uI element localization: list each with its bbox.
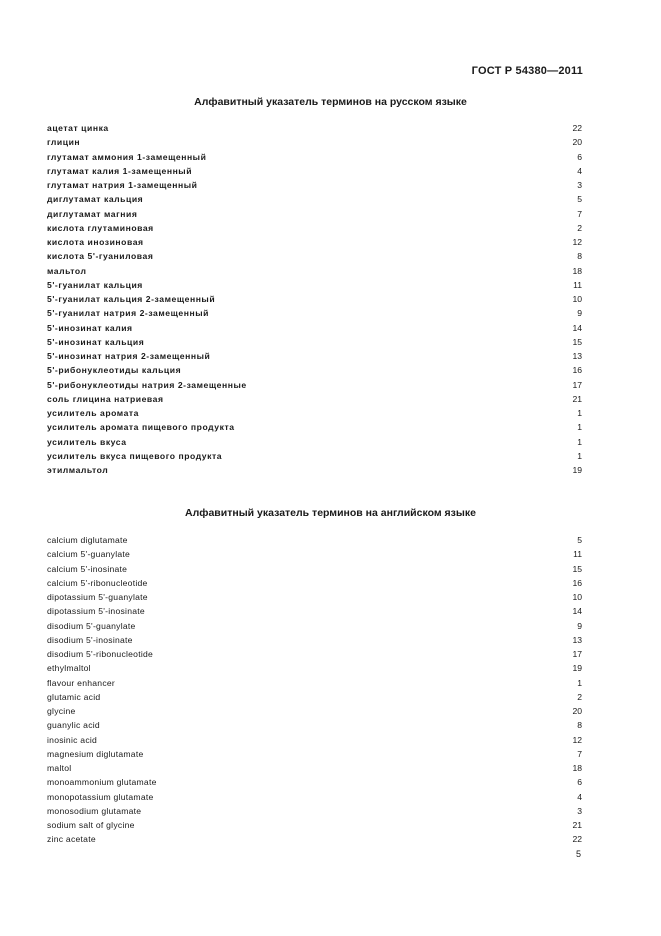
index-entry bbox=[47, 306, 582, 320]
index-page-ref: 17 bbox=[572, 649, 582, 659]
index-entry bbox=[47, 562, 582, 576]
index-page-ref: 7 bbox=[577, 748, 582, 759]
index-page-ref: 10 bbox=[572, 294, 582, 304]
index-page-ref: 4 bbox=[577, 165, 582, 176]
index-term: усилитель аромата пищевого продукта bbox=[47, 422, 235, 433]
index-term: guanylic acid bbox=[47, 720, 100, 731]
index-term: 5'-инозинат кальция bbox=[47, 336, 145, 347]
index-term: magnesium diglutamate bbox=[47, 748, 144, 759]
index-entry bbox=[47, 235, 582, 249]
index-entry bbox=[47, 378, 582, 392]
index-page-ref: 8 bbox=[577, 251, 582, 262]
index-term: 5'-инозинат натрия 2-замещенный bbox=[47, 351, 211, 361]
index-entry bbox=[47, 392, 582, 406]
index-term: кислота глутаминовая bbox=[47, 222, 154, 233]
index-page-ref: 2 bbox=[577, 691, 582, 702]
index-entry bbox=[47, 747, 582, 761]
index-entry bbox=[47, 690, 582, 704]
index-entry bbox=[47, 590, 582, 604]
index-page-ref: 1 bbox=[577, 450, 582, 461]
index-term: усилитель аромата bbox=[47, 408, 140, 418]
index-page-ref: 18 bbox=[572, 265, 582, 276]
index-term: calcium diglutamate bbox=[47, 535, 128, 545]
index-entry bbox=[47, 321, 582, 335]
index-entry bbox=[47, 164, 582, 178]
index-page-ref: 21 bbox=[572, 820, 582, 830]
index-page-ref: 1 bbox=[577, 677, 582, 688]
index-entry bbox=[47, 335, 582, 349]
index-page-ref: 13 bbox=[572, 351, 582, 361]
index-term: 5'-гуанилат кальция 2-замещенный bbox=[47, 294, 216, 304]
index-term: соль глицина натриевая bbox=[47, 393, 164, 404]
index-entry bbox=[47, 178, 582, 192]
index-page-ref: 14 bbox=[572, 606, 582, 617]
index-term: кислота 5'-гуаниловая bbox=[47, 251, 154, 262]
standard-designation: ГОСТ Р 54380—2011 bbox=[471, 65, 583, 77]
index-page-ref: 9 bbox=[577, 620, 582, 631]
index-entry bbox=[47, 533, 582, 547]
index-entry bbox=[47, 804, 582, 818]
index-entry bbox=[47, 278, 582, 292]
index-page-ref: 19 bbox=[572, 465, 582, 475]
index-term: sodium salt of glycine bbox=[47, 820, 135, 830]
index-entry bbox=[47, 604, 582, 618]
index-term: glutamic acid bbox=[47, 691, 101, 702]
index-page-ref: 20 bbox=[572, 137, 582, 148]
index-entry bbox=[47, 463, 582, 477]
index-term: глицин bbox=[47, 137, 81, 148]
index-page-ref: 18 bbox=[572, 763, 582, 773]
index-term: flavour enhancer bbox=[47, 677, 116, 688]
index-term: глутамат калия 1-замещенный bbox=[47, 165, 193, 176]
index-term: 5'-инозинат калия bbox=[47, 322, 133, 333]
index-term: диглутамат кальция bbox=[47, 194, 144, 205]
index-page-ref: 6 bbox=[577, 151, 582, 162]
index-page-ref: 3 bbox=[577, 180, 582, 190]
index-page-ref: 6 bbox=[577, 777, 582, 788]
index-page-ref: 4 bbox=[577, 791, 582, 802]
index-term: dipotassium 5'-inosinate bbox=[47, 606, 145, 617]
index-entry bbox=[47, 449, 582, 463]
index-entry bbox=[47, 647, 582, 661]
index-entry bbox=[47, 576, 582, 590]
index-term: inosinic acid bbox=[47, 734, 98, 745]
index-page-ref: 21 bbox=[572, 393, 582, 404]
index-page-ref: 1 bbox=[577, 436, 582, 447]
index-entry bbox=[47, 121, 582, 135]
index-page-ref: 11 bbox=[573, 279, 582, 290]
index-term: ацетат цинка bbox=[47, 123, 109, 133]
index-entry bbox=[47, 349, 582, 363]
index-term: dipotassium 5'-guanylate bbox=[47, 592, 148, 602]
index-entry bbox=[47, 207, 582, 221]
index-term: 5'-гуанилат кальция bbox=[47, 279, 143, 290]
russian-index-title: Алфавитный указатель терминов на русском языке bbox=[194, 96, 467, 108]
index-term: disodium 5'-guanylate bbox=[47, 620, 136, 631]
index-page-ref: 5 bbox=[577, 194, 582, 205]
russian-index-list bbox=[47, 121, 582, 477]
index-term: кислота инозиновая bbox=[47, 237, 144, 247]
index-term: disodium 5'-ribonucleotide bbox=[47, 649, 154, 659]
index-page-ref: 14 bbox=[572, 322, 582, 333]
index-page-ref: 15 bbox=[572, 563, 582, 574]
index-entry bbox=[47, 775, 582, 789]
index-page-ref: 16 bbox=[572, 577, 582, 588]
index-entry bbox=[47, 832, 582, 846]
index-page-ref: 16 bbox=[572, 365, 582, 376]
index-entry bbox=[47, 547, 582, 561]
index-term: calcium 5'-ribonucleotide bbox=[47, 577, 148, 588]
index-entry bbox=[47, 790, 582, 804]
index-entry bbox=[47, 435, 582, 449]
index-term: maltol bbox=[47, 763, 72, 773]
index-entry bbox=[47, 221, 582, 235]
english-index-title: Алфавитный указатель терминов на английском языке bbox=[185, 507, 476, 519]
index-page-ref: 11 bbox=[573, 549, 582, 560]
index-term: 5'-гуанилат натрия 2-замещенный bbox=[47, 308, 209, 319]
index-term: calcium 5'-inosinate bbox=[47, 563, 128, 574]
index-term: глутамат аммония 1-замещенный bbox=[47, 151, 207, 162]
index-page-ref: 15 bbox=[572, 336, 582, 347]
index-entry bbox=[47, 818, 582, 832]
index-page-ref: 10 bbox=[572, 592, 582, 602]
index-entry bbox=[47, 619, 582, 633]
index-term: этилмальтол bbox=[47, 465, 109, 475]
index-page-ref: 22 bbox=[572, 123, 582, 133]
index-term: calcium 5'-guanylate bbox=[47, 549, 131, 560]
index-page-ref: 2 bbox=[577, 222, 582, 233]
english-index-list bbox=[47, 533, 582, 847]
index-term: 5'-рибонуклеотиды натрия 2-замещенные bbox=[47, 379, 247, 390]
index-entry bbox=[47, 264, 582, 278]
index-page-ref: 13 bbox=[572, 634, 582, 645]
index-entry bbox=[47, 150, 582, 164]
index-term: monopotassium glutamate bbox=[47, 791, 154, 802]
index-entry bbox=[47, 406, 582, 420]
index-page-ref: 20 bbox=[572, 706, 582, 716]
index-entry bbox=[47, 661, 582, 675]
index-term: monoammonium glutamate bbox=[47, 777, 157, 788]
index-page-ref: 17 bbox=[572, 379, 582, 390]
index-page-ref: 9 bbox=[577, 308, 582, 319]
index-entry bbox=[47, 249, 582, 263]
index-term: 5'-рибонуклеотиды кальция bbox=[47, 365, 182, 376]
index-page-ref: 1 bbox=[577, 422, 582, 433]
index-term: глутамат натрия 1-замещенный bbox=[47, 180, 198, 190]
index-term: усилитель вкуса пищевого продукта bbox=[47, 450, 223, 461]
index-page-ref: 1 bbox=[577, 408, 582, 418]
index-entry bbox=[47, 733, 582, 747]
index-entry bbox=[47, 718, 582, 732]
index-term: zinc acetate bbox=[47, 834, 96, 845]
page-number: 5 bbox=[575, 849, 581, 859]
index-page-ref: 12 bbox=[572, 734, 582, 745]
index-entry bbox=[47, 676, 582, 690]
index-term: glycine bbox=[47, 706, 76, 716]
index-term: мальтол bbox=[47, 265, 87, 276]
index-page-ref: 19 bbox=[572, 663, 582, 674]
index-entry bbox=[47, 761, 582, 775]
index-page-ref: 7 bbox=[577, 208, 582, 219]
index-entry bbox=[47, 363, 582, 377]
index-page-ref: 8 bbox=[577, 720, 582, 731]
index-entry bbox=[47, 704, 582, 718]
index-page-ref: 22 bbox=[572, 834, 582, 845]
index-page-ref: 12 bbox=[572, 237, 582, 247]
index-page-ref: 3 bbox=[577, 805, 582, 816]
index-entry bbox=[47, 420, 582, 434]
index-term: ethylmaltol bbox=[47, 663, 91, 674]
index-term: monosodium glutamate bbox=[47, 805, 142, 816]
index-term: disodium 5'-inosinate bbox=[47, 634, 133, 645]
index-entry bbox=[47, 292, 582, 306]
index-entry bbox=[47, 192, 582, 206]
index-page-ref: 5 bbox=[577, 535, 582, 545]
index-entry bbox=[47, 633, 582, 647]
index-entry bbox=[47, 135, 582, 149]
index-term: усилитель вкуса bbox=[47, 436, 127, 447]
index-term: диглутамат магния bbox=[47, 208, 138, 219]
